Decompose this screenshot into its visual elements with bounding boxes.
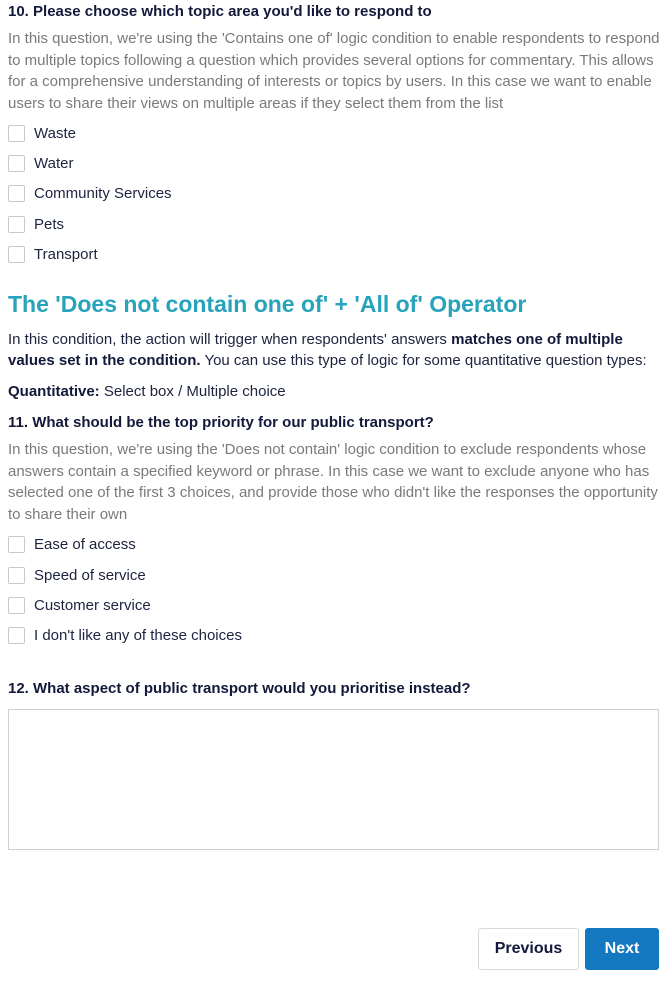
checkbox[interactable] [8, 216, 25, 233]
option-transport[interactable] [8, 240, 660, 270]
question-11-title: 11. What should be the top priority for our public transport? [8, 414, 434, 432]
checkbox[interactable] [8, 536, 25, 553]
next-button[interactable]: Next [585, 928, 659, 970]
option-customer-service[interactable] [8, 590, 660, 620]
option-label: Ease of access [34, 536, 136, 554]
section-intro [8, 329, 660, 372]
option-speed-of-service[interactable] [8, 560, 660, 590]
option-label: Customer service [34, 596, 151, 614]
quantitative-label: Quantitative: [8, 382, 100, 400]
section-intro-text-end: You can use this type of logic for some quantitative question types: [200, 352, 647, 370]
question-11 [8, 414, 660, 651]
question-12-title: 12. What aspect of public transport would you prioritise instead? [8, 680, 471, 698]
option-none-of-these[interactable] [8, 621, 660, 651]
checkbox[interactable] [8, 627, 25, 644]
question-12-answer-field[interactable] [8, 709, 659, 850]
checkbox[interactable] [8, 185, 25, 202]
quantitative-value: Select box / Multiple choice [99, 382, 286, 400]
option-ease-of-access[interactable] [8, 529, 660, 559]
option-pets[interactable] [8, 209, 660, 239]
checkbox[interactable] [8, 155, 25, 172]
checkbox[interactable] [8, 567, 25, 584]
option-label: Community Services [34, 185, 172, 203]
question-10 [8, 3, 660, 270]
option-community-services[interactable] [8, 179, 660, 209]
checkbox[interactable] [8, 125, 25, 142]
option-label: Pets [34, 215, 65, 233]
checkbox[interactable] [8, 597, 25, 614]
option-waste[interactable] [8, 118, 660, 148]
option-label: I don't like any of these choices [34, 627, 242, 645]
option-label: Transport [34, 246, 98, 264]
survey-page [8, 0, 660, 850]
section-intro-text: In this condition, the action will trigger when respondents' answers [8, 330, 452, 348]
section-intro-bold: matches one of multiple values set in the condition. [8, 330, 623, 370]
previous-button[interactable]: Previous [478, 928, 579, 970]
quantitative-line [8, 381, 660, 403]
question-10-options [8, 118, 660, 270]
section-heading: The 'Does not contain one of' + 'All of' Operator [8, 290, 527, 317]
question-12 [8, 680, 660, 850]
question-10-help: In this question, we're using the 'Contains one of' logic condition to enable respondents to respond to multiple topics following a question which provides several options for commentary. This allows for a comprehensive understanding of interests or topics by users. In this case we want to enable users to share their views on multiple areas if they select them from the list [8, 30, 660, 112]
checkbox[interactable] [8, 246, 25, 263]
question-10-title: 10. Please choose which topic area you'd like to respond to [8, 3, 432, 20]
option-label: Waste [34, 124, 76, 142]
option-water[interactable] [8, 148, 660, 178]
option-label: Water [34, 155, 74, 173]
option-label: Speed of service [34, 566, 146, 584]
question-11-help: In this question, we're using the 'Does not contain' logic condition to exclude respondents whose answers contain a specified keyword or phrase. In this case we want to exclude anyone who has selected one of the first 3 choices, and provide those who didn't like the responses the opportunity to share their own [8, 441, 658, 523]
question-11-options [8, 529, 660, 651]
